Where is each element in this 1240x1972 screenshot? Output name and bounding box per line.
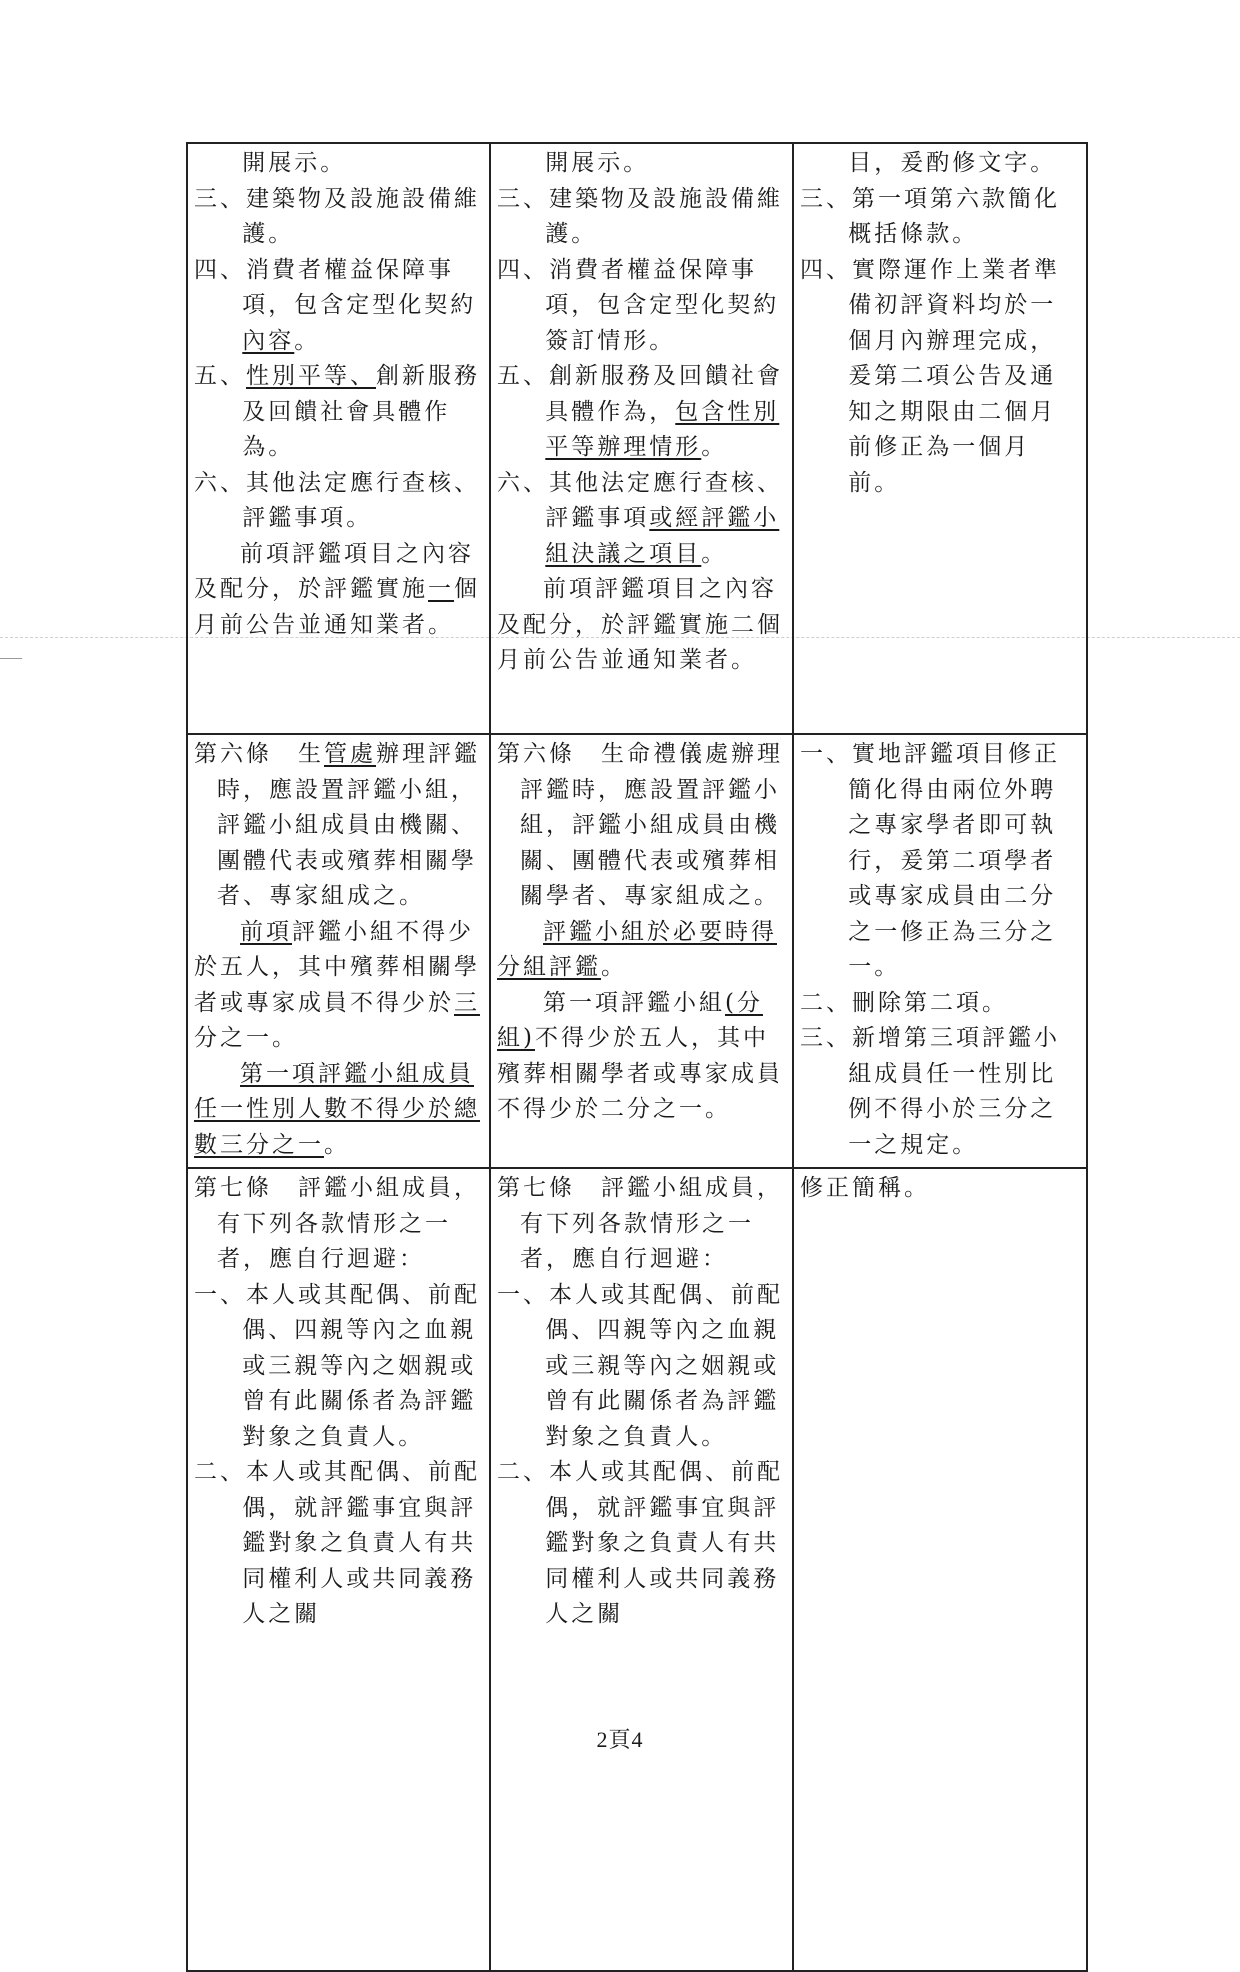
list-item: 二、刪除第二項。 — [800, 989, 1008, 1016]
list-item: 五、創新服務及回饋社會具體作為，包含性別平等辦理情形。 — [497, 363, 783, 460]
list-item: 四、消費者權益保障事項，包含定型化契約內容。 — [194, 256, 477, 354]
paragraph: 第一項評鑑小組成員任一性別人數不得少於總數三分之一。 — [194, 1060, 480, 1158]
list-item: 三、建築物及設施設備維護。 — [194, 185, 480, 247]
article-heading: 第六條 生管處辦理評鑑時，應設置評鑑小組，評鑑小組成員由機關、團體代表或殯葬相關學者、專家組成之。 — [194, 741, 480, 909]
item-continuation: 開展示。 — [242, 150, 347, 176]
cell-revised-text — [187, 1168, 490, 1971]
list-item: 一、本人或其配偶、前配偶、四親等內之血親或三親等內之姻親或曾有此關係者為評鑑對象之負責人。 — [497, 1281, 783, 1450]
paragraph: 第一項評鑑小組(分組)不得少於五人，其中殯葬相關學者或專家成員不得少於二分之一。 — [497, 989, 783, 1122]
list-item: 四、消費者權益保障事項，包含定型化契約簽訂情形。 — [497, 256, 780, 354]
table-row — [187, 143, 1087, 734]
item-continuation: 目，爰酌修文字。 — [848, 150, 1057, 176]
list-item: 三、第一項第六款簡化概括條款。 — [800, 185, 1060, 247]
table-row — [187, 734, 1087, 1168]
cell-current-text — [490, 734, 793, 1168]
list-item: 一、本人或其配偶、前配偶、四親等內之血親或三親等內之姻親或曾有此關係者為評鑑對象之負責人。 — [194, 1281, 480, 1450]
cell-current-text — [490, 1168, 793, 1971]
page-number: 2頁4 — [596, 1727, 644, 1752]
cell-current-text — [490, 143, 793, 734]
cell-revised-text — [187, 143, 490, 734]
list-item: 一、實地評鑑項目修正簡化得由兩位外聘之專家學者即可執行，爰第二項學者或專家成員由二分之一修正為三分之一。 — [800, 741, 1060, 980]
paragraph: 前項評鑑小組不得少於五人，其中殯葬相關學者或專家成員不得少於三分之一。 — [194, 918, 480, 1051]
paragraph: 修正簡稱。 — [800, 1175, 930, 1201]
list-item: 三、建築物及設施設備維護。 — [497, 185, 783, 247]
list-item: 六、其他法定應行查核、評鑑事項或經評鑑小組決議之項目。 — [497, 469, 783, 567]
cell-explanation — [793, 1168, 1087, 1971]
paragraph: 前項評鑑項目之內容及配分，於評鑑實施一個月前公告並通知業者。 — [194, 540, 480, 638]
cell-revised-text — [187, 734, 490, 1168]
article-heading: 第六條 生命禮儀處辦理評鑑時，應設置評鑑小組，評鑑小組成員由機關、團體代表或殯葬相關學者、專家組成之。 — [497, 741, 783, 909]
item-continuation: 開展示。 — [545, 150, 650, 176]
list-item: 三、新增第三項評鑑小組成員任一性別比例不得小於三分之一之規定。 — [800, 1025, 1060, 1158]
scan-artifact-mark — [0, 658, 22, 659]
list-item: 二、本人或其配偶、前配偶，就評鑑事宜與評鑑對象之負責人有共同權利人或共同義務人之關 — [194, 1459, 480, 1627]
cell-explanation — [793, 734, 1087, 1168]
amendment-comparison-table — [186, 142, 1088, 1972]
cell-explanation — [793, 143, 1087, 734]
table-row — [187, 1168, 1087, 1971]
article-heading: 第七條 評鑑小組成員，有下列各款情形之一者，應自行迴避： — [497, 1175, 783, 1272]
list-item: 四、實際運作上業者準備初評資料均於一個月內辦理完成，爰第二項公告及通知之期限由二個月前修正為一個月前。 — [800, 256, 1060, 496]
list-item: 六、其他法定應行查核、評鑑事項。 — [194, 469, 480, 531]
list-item: 二、本人或其配偶、前配偶，就評鑑事宜與評鑑對象之負責人有共同權利人或共同義務人之關 — [497, 1459, 783, 1627]
article-heading: 第七條 評鑑小組成員，有下列各款情形之一者，應自行迴避： — [194, 1175, 480, 1272]
paragraph: 評鑑小組於必要時得分組評鑑。 — [497, 918, 777, 980]
list-item: 五、性別平等、創新服務及回饋社會具體作為。 — [194, 363, 480, 460]
paragraph: 前項評鑑項目之內容及配分，於評鑑實施二個月前公告並通知業者。 — [497, 576, 783, 673]
